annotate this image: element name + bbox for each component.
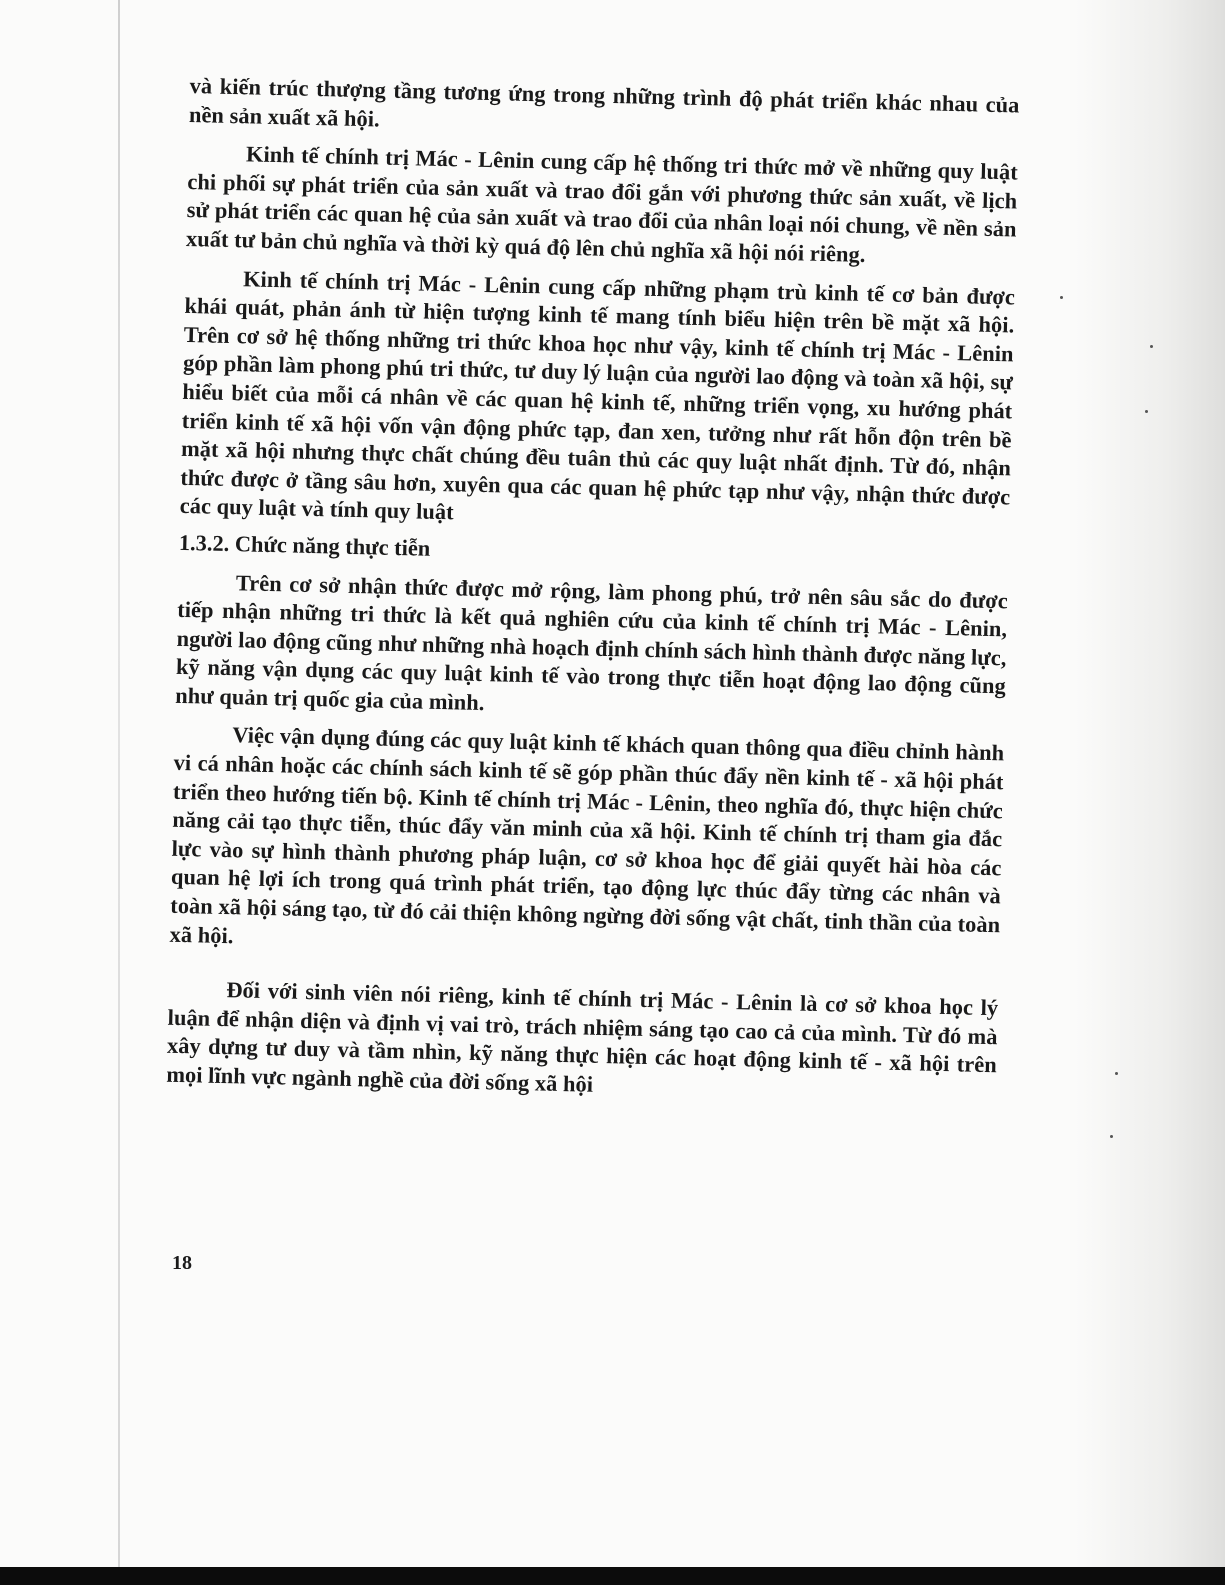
paragraph-applying-laws: Việc vận dụng đúng các quy luật kinh tế khách quan thông qua điều chỉnh hành vi cá nhân hoặc các chính sách kinh tế sẽ góp phần thúc đẩy nền kinh tế - xã hội phát triển theo hướng tiến bộ. Kinh tế chính trị Mác - Lênin, theo nghĩa đó, thực hiện chức năng cải tạo thực tiễn, thúc đẩy văn minh của xã hội. Kinh tế chính trị tham gia đắc lực vào sự hình thành phương pháp luận, cơ sở khoa học để giải quyết hài hòa các quan hệ lợi ích trong quá trình phát triển, tạo động lực thúc đẩy từng các nhân và toàn xã hội sáng tạo, từ đó cải thiện không ngừng đời sống vật chất, tinh thần của toàn xã hội. [169,722,1005,948]
scan-speck [1115,1072,1118,1075]
scan-bottom-border [0,1567,1225,1585]
scan-speck [1060,296,1063,299]
scan-speck [1110,1135,1113,1138]
paragraph-knowledge-system: Kinh tế chính trị Mác - Lênin cung cấp hệ thống tri thức mở về những quy luật chi phối sự phát triển của sản xuất và trao đổi gắn với phương thức sản xuất, về lịch sử phát triển các quan hệ của sản xuất và trao đổi của nhân loại nói chung, về nền sản xuất tư bản chủ nghĩa và thời kỳ quá độ lên chủ nghĩa xã hội nói riêng. [185,141,1019,267]
page-left-edge [118,0,120,1585]
paragraph-practical-knowledge: Trên cơ sở nhận thức được mở rộng, làm phong phú, trở nên sâu sắc do được tiếp nhận những tri thức là kết quả nghiên cứu của kinh tế chính trị Mác - Lênin, người lao động cũng như những nhà hoạch định chính sách hình thành được năng lực, kỹ năng vận dụng các quy luật kinh tế vào trong thực tiễn hoạt động lao động cũng như quản trị quốc gia của mình. [175,569,1009,715]
page-right-shadow [1075,0,1225,1585]
paragraph-intro-continued: và kiến trúc thượng tầng tương ứng trong những trình độ phát triển khác nhau của nền sản xuất xã hội. [188,72,1020,132]
paragraph-economic-categories: Kinh tế chính trị Mác - Lênin cung cấp những phạm trù kinh tế cơ bản được khái quát, phản ánh từ hiện tượng kinh tế mang tính biểu hiện trên bề mặt xã hội. Trên cơ sở hệ thống những tri thức khoa học như vậy, kinh tế chính trị Mác - Lênin góp phần làm phong phú tri thức, tư duy lý luận của người lao động và toàn xã hội, sự hiểu biết của mỗi cá nhân về các quan hệ kinh tế, những triển vọng, xu hướng phát triển kinh tế xã hội vốn vận động phức tạp, đan xen, tưởng như rất hỗn độn trên bề mặt xã hội nhưng thực chất chúng đều tuân thủ các quy luật nhất định. Từ đó, nhận thức được ở tầng sâu hơn, xuyên qua các quan hệ phức tạp như vậy, nhận thức được các quy luật và tính quy luật [179,265,1016,525]
scan-speck [1145,410,1148,413]
scan-speck [1150,345,1153,348]
text-block [166,72,1020,1109]
page-number: 18 [172,1252,192,1274]
section-heading: 1.3.2. Chức năng thực tiễn [178,529,431,561]
paragraph-students: Đối với sinh viên nói riêng, kinh tế chính trị Mác - Lênin là cơ sở khoa học lý luận để nhận diện và định vị vai trò, trách nhiệm sáng tạo cao cả của mình. Từ đó mà xây dựng tư duy và tầm nhìn, kỹ năng thực hiện các hoạt động kinh tế - xã hội trên mọi lĩnh vực ngành nghề của đời sống xã hội [166,977,999,1097]
